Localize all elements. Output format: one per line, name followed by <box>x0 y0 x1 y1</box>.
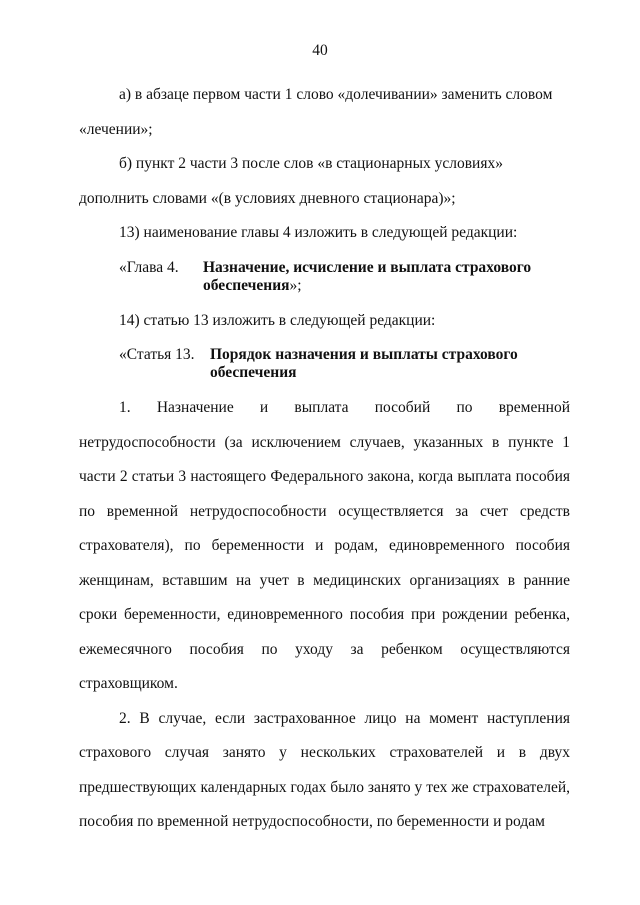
article-title: Порядок назначения и выплаты страхового обеспечения <box>210 346 518 381</box>
paragraph-14: 14) статью 13 изложить в следующей редакции: <box>119 311 436 329</box>
chapter-number: «Глава 4. <box>119 258 179 276</box>
section-1-text: 1. Назначение и выплата пособий по временной нетрудоспособности (за исключением случаев, указанных в пункте 1 части 2 статьи 3 настоящего Федерального закона, когда выплата пособия по временной нетрудоспособности осуществляется за счет средств страхователя), по беременности и родам, единовременного пособия женщинам, вставшим на учет в медицинских организациях в ранние сроки беременности, единовременного пособия при рождении ребенка, ежемесячного пособия по уходу за ребенком осуществляются страховщиком. <box>79 399 570 692</box>
chapter-title <box>203 259 570 295</box>
document-body <box>79 78 570 840</box>
chapter-title-text: Назначение, исчисление и выплата страхового обеспечения <box>203 258 532 294</box>
article-number: «Статья 13. <box>119 346 195 363</box>
page-number: 40 <box>312 42 328 59</box>
chapter-heading <box>119 251 570 304</box>
chapter-title-tail: »; <box>289 276 302 294</box>
article-heading <box>119 338 570 391</box>
section-2-text: 2. В случае, если застрахованное лицо на момент наступления страхового случая занято у нескольких страхователей и в двух предшествующих календарных годах было занято у тех же страхователей, пособия по временной нетрудоспособности, по беременности и родам <box>79 709 570 830</box>
paragraph-13: 13) наименование главы 4 изложить в следующей редакции: <box>119 224 518 241</box>
paragraph-a: а) в абзаце первом части 1 слово «долечивании» заменить словом «лечении»; <box>79 86 553 138</box>
paragraph-b: б) пункт 2 части 3 после слов «в стационарных условиях» дополнить словами «(в условиях дневного стационара)»; <box>79 155 503 207</box>
